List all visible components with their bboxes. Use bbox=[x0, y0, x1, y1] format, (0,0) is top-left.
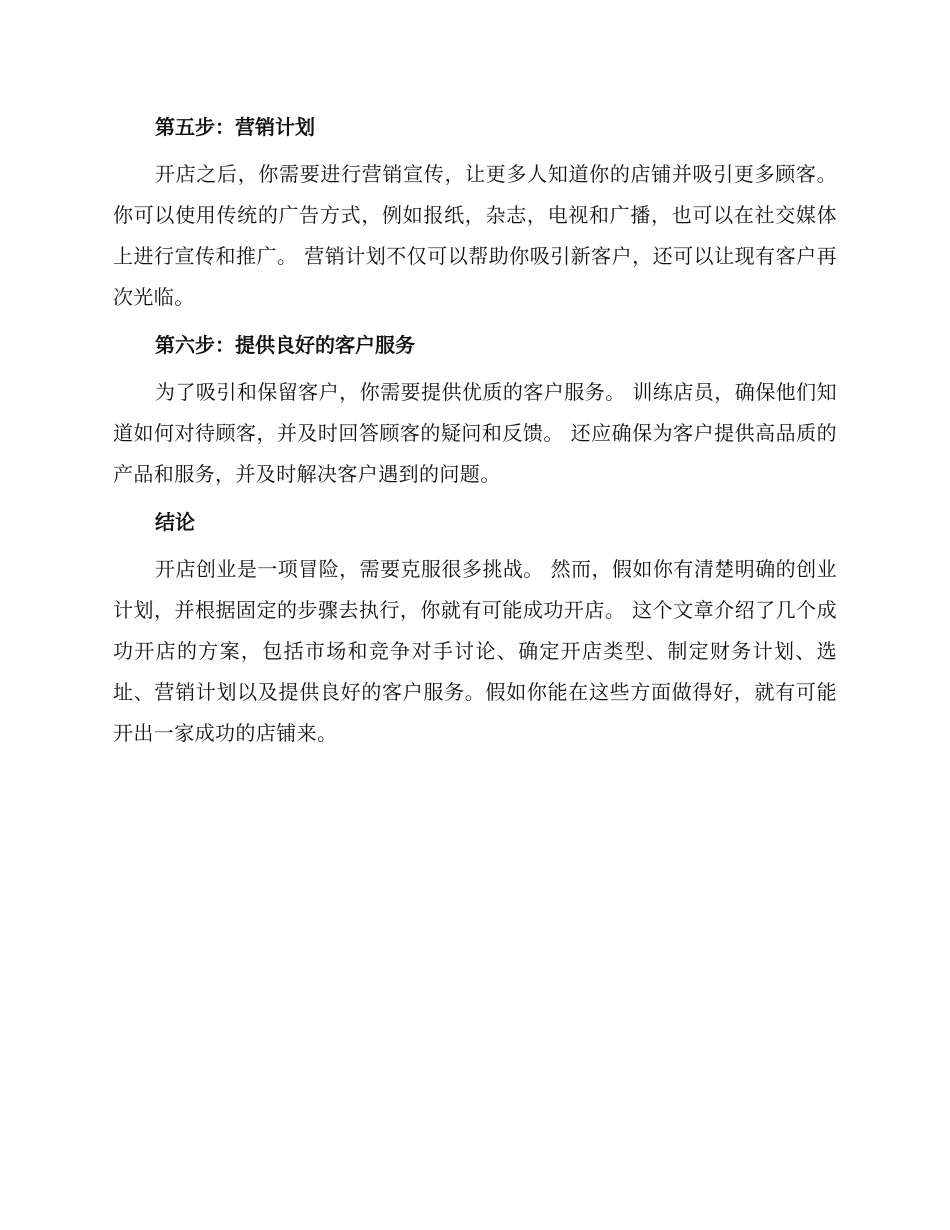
section-paragraph: 开店创业是一项冒险，需要克服很多挑战。 然而，假如你有清楚明确的创业计划，并根据固定的步骤去执行，你就有可能成功开店。 这个文章介绍了几个成功开店的方案，包括市场和竞争对手讨论、确定开店类型、制定财务计划、选址、营销计划以及提供良好的客户服务。假如你能在这些方面做得好，就有可能开出一家成功的店铺来。 bbox=[113, 557, 837, 745]
section-paragraph: 为了吸引和保留客户，你需要提供优质的客户服务。 训练店员，确保他们知道如何对待顾客，并及时回答顾客的疑问和反馈。 还应确保为客户提供高品质的产品和服务，并及时解决客户遇到的问题。 bbox=[113, 380, 837, 486]
document-page bbox=[113, 112, 837, 766]
section-heading: 第五步：营销计划 bbox=[155, 115, 315, 139]
section-heading: 结论 bbox=[155, 510, 195, 534]
section-paragraph: 开店之后，你需要进行营销宣传，让更多人知道你的店铺并吸引更多顾客。 你可以使用传统的广告方式，例如报纸，杂志，电视和广播，也可以在社交媒体上进行宣传和推广。 营销计划不仅可以帮助你吸引新客户，还可以让现有客户再次光临。 bbox=[113, 162, 837, 309]
section-marketing-plan bbox=[113, 112, 837, 318]
section-heading: 第六步：提供良好的客户服务 bbox=[155, 333, 415, 357]
section-conclusion bbox=[113, 507, 837, 754]
section-customer-service bbox=[113, 330, 837, 495]
